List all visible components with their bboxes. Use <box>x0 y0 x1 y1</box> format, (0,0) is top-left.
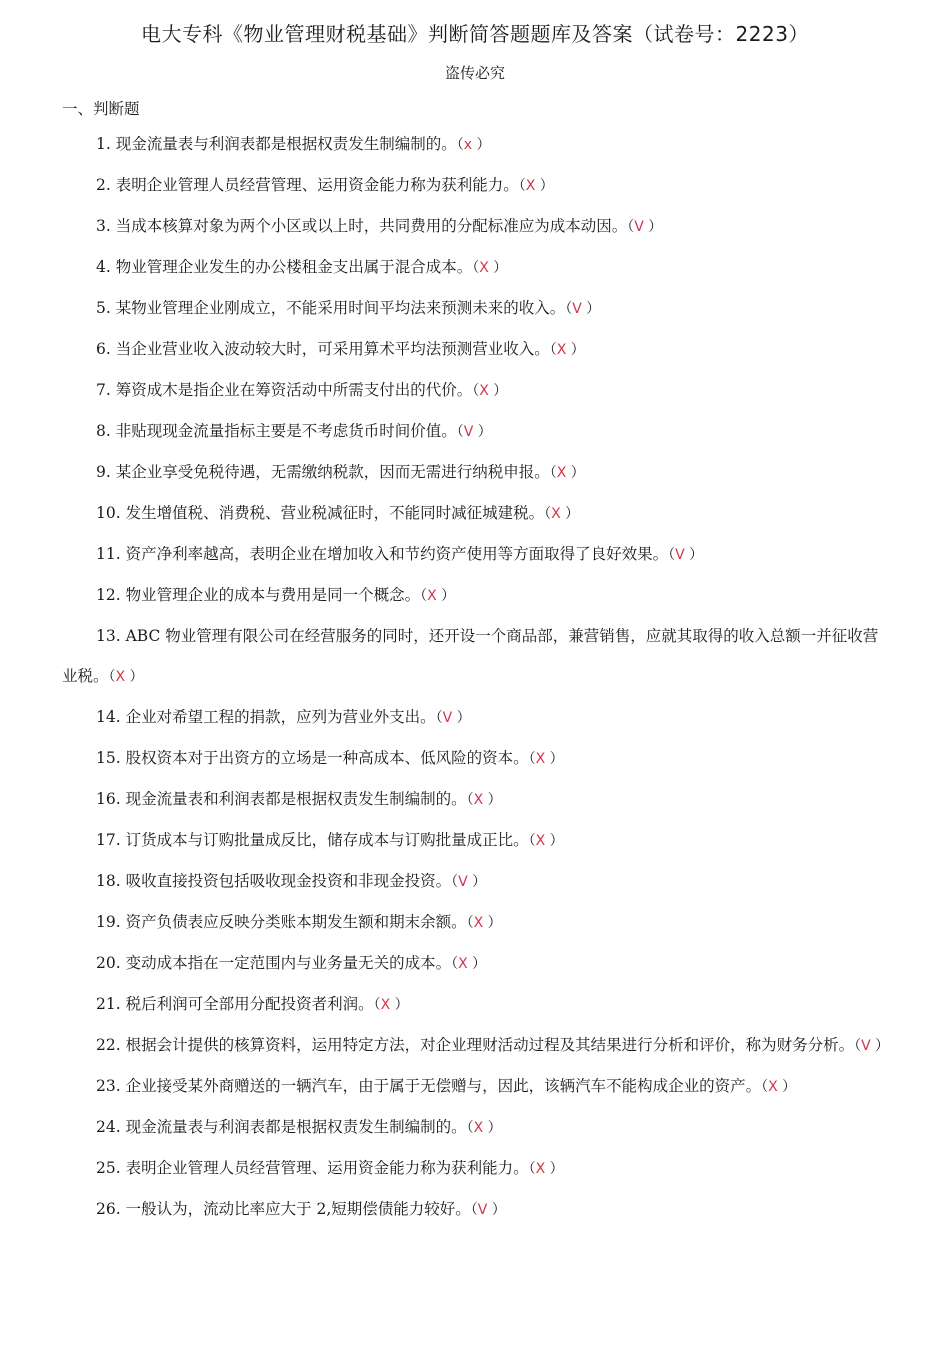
answer-mark: X <box>473 1120 484 1136</box>
question-item <box>62 1066 892 1107</box>
question-number: 1. <box>96 135 116 153</box>
question-item <box>62 902 892 943</box>
question-text: 订货成本与订购批量成反比，储存成本与订购批量成正比。 <box>125 831 529 849</box>
answer-open-paren: （ <box>528 833 536 849</box>
question-number: 5. <box>96 299 116 317</box>
answer-close-paren: ） <box>684 547 704 563</box>
question-number: 24. <box>96 1118 126 1136</box>
answer-open-paren: （ <box>549 342 557 358</box>
question-item <box>62 124 892 165</box>
answer-mark: X <box>556 342 567 358</box>
answer-close-paren: ） <box>545 751 564 767</box>
answer-mark: V <box>442 710 453 726</box>
answer-mark: X <box>525 178 536 194</box>
answer-mark: V <box>477 1202 488 1218</box>
question-text: ABC 物业管理有限公司在经营服务的同时，还开设一个商品部，兼营销售，应就其取得的收入总额一并征收营业税。 <box>62 627 879 685</box>
question-number: 4. <box>96 258 116 276</box>
answer-mark: x <box>463 137 473 153</box>
answer-mark: X <box>427 588 437 604</box>
question-text: 现金流量表与利润表都是根据权责发生制编制的。 <box>115 135 457 153</box>
question-text: 某物业管理企业刚成立，不能采用时间平均法来预测未来的收入。 <box>115 299 566 317</box>
question-number: 19. <box>96 913 126 931</box>
question-text: 当成本核算对象为两个小区或以上时，共同费用的分配标准应为成本动因。 <box>115 217 628 235</box>
answer-open-paren: （ <box>549 465 557 481</box>
answer-mark: V <box>463 424 474 440</box>
answer-mark: X <box>535 833 546 849</box>
answer-close-paren: ） <box>535 178 554 194</box>
answer-open-paren: （ <box>466 915 474 931</box>
question-number: 21. <box>96 995 126 1013</box>
answer-close-paren: ） <box>566 342 585 358</box>
answer-open-paren: （ <box>854 1038 862 1054</box>
answer-open-paren: （ <box>472 260 480 276</box>
question-number: 18. <box>96 872 126 890</box>
question-number: 10. <box>96 504 126 522</box>
question-number: 23. <box>96 1077 126 1095</box>
question-item <box>62 779 892 820</box>
question-item <box>62 984 892 1025</box>
question-text: 税后利润可全部用分配投资者利润。 <box>125 995 374 1013</box>
answer-close-paren: ） <box>390 997 409 1013</box>
question-item <box>62 247 892 288</box>
answer-open-paren: （ <box>472 383 480 399</box>
answer-open-paren: （ <box>518 178 526 194</box>
question-item <box>62 411 892 452</box>
answer-mark: X <box>551 506 561 522</box>
answer-close-paren: ） <box>436 588 456 604</box>
answer-close-paren: ） <box>483 792 502 808</box>
answer-open-paren: （ <box>451 956 459 972</box>
question-number: 15. <box>96 749 126 767</box>
question-number: 3. <box>96 217 116 235</box>
question-item <box>62 452 892 493</box>
question-text: 根据会计提供的核算资料，运用特定方法，对企业理财活动过程及其结果进行分析和评价，称为财务分析。 <box>125 1036 855 1054</box>
answer-close-paren: ） <box>581 301 601 317</box>
answer-close-paren: ） <box>483 1120 502 1136</box>
question-text: 企业接受某外商赠送的一辆汽车，由于属于无偿赠与，因此，该辆汽车不能构成企业的资产。 <box>125 1077 762 1095</box>
question-text: 现金流量表和利润表都是根据权责发生制编制的。 <box>125 790 467 808</box>
answer-mark: V <box>634 219 644 235</box>
answer-close-paren: ） <box>483 915 502 931</box>
question-number: 26. <box>96 1200 126 1218</box>
answer-open-paren: （ <box>528 1161 536 1177</box>
question-text: 非贴现现金流量指标主要是不考虑货币时间价值。 <box>115 422 457 440</box>
question-item <box>62 493 892 534</box>
question-item <box>62 943 892 984</box>
section-heading: 一、判断题 <box>62 100 140 118</box>
question-item <box>62 370 892 411</box>
answer-open-paren: （ <box>456 137 464 153</box>
question-number: 11. <box>96 545 126 563</box>
question-list <box>62 124 892 1230</box>
question-text: 一般认为，流动比率应大于 2,短期偿债能力较好。 <box>125 1200 471 1218</box>
answer-close-paren: ） <box>125 669 144 685</box>
question-item <box>62 165 892 206</box>
question-number: 9. <box>96 463 116 481</box>
answer-open-paren: （ <box>420 588 428 604</box>
answer-close-paren: ） <box>452 710 471 726</box>
answer-open-paren: （ <box>761 1079 769 1095</box>
document-subtitle: 盗传必究 <box>444 64 505 82</box>
question-text: 表明企业管理人员经营管理、运用资金能力称为获利能力。 <box>125 1159 529 1177</box>
question-text: 筹资成木是指企业在筹资活动中所需支付出的代价。 <box>115 381 473 399</box>
answer-close-paren: ） <box>545 1161 564 1177</box>
answer-open-paren: （ <box>108 669 116 685</box>
question-text: 物业管理企业发生的办公楼租金支出属于混合成本。 <box>115 258 473 276</box>
answer-open-paren: （ <box>668 547 676 563</box>
answer-open-paren: （ <box>565 301 573 317</box>
answer-open-paren: （ <box>435 710 443 726</box>
answer-mark: X <box>535 1161 546 1177</box>
answer-mark: X <box>115 669 126 685</box>
answer-open-paren: （ <box>627 219 635 235</box>
answer-open-paren: （ <box>466 1120 474 1136</box>
question-item <box>62 534 892 575</box>
question-item <box>62 738 892 779</box>
question-item <box>62 329 892 370</box>
answer-open-paren: （ <box>470 1202 478 1218</box>
answer-mark: X <box>479 383 489 399</box>
answer-close-paren: ） <box>777 1079 797 1095</box>
answer-mark: V <box>861 1038 871 1054</box>
question-number: 8. <box>96 422 116 440</box>
answer-open-paren: （ <box>456 424 464 440</box>
answer-close-paren: ） <box>643 219 663 235</box>
question-item <box>62 861 892 902</box>
answer-close-paren: ） <box>487 1202 506 1218</box>
question-number: 7. <box>96 381 116 399</box>
answer-close-paren: ） <box>488 383 508 399</box>
question-number: 17. <box>96 831 126 849</box>
question-text: 现金流量表与利润表都是根据权责发生制编制的。 <box>125 1118 467 1136</box>
question-item <box>62 288 892 329</box>
answer-mark: X <box>473 915 484 931</box>
answer-close-paren: ） <box>488 260 508 276</box>
question-item <box>62 616 892 697</box>
question-item <box>62 820 892 861</box>
answer-close-paren: ） <box>473 424 492 440</box>
answer-close-paren: ） <box>870 1038 890 1054</box>
question-text: 物业管理企业的成本与费用是同一个概念。 <box>125 586 421 604</box>
answer-mark: X <box>556 465 567 481</box>
answer-open-paren: （ <box>373 997 381 1013</box>
answer-mark: V <box>458 874 468 890</box>
question-item <box>62 206 892 247</box>
question-item <box>62 1025 892 1066</box>
answer-mark: X <box>535 751 546 767</box>
answer-mark: X <box>768 1079 778 1095</box>
answer-mark: X <box>479 260 489 276</box>
question-text: 资产净利率越高，表明企业在增加收入和节约资产使用等方面取得了良好效果。 <box>125 545 669 563</box>
question-text: 企业对希望工程的捐款，应列为营业外支出。 <box>125 708 436 726</box>
answer-mark: V <box>675 547 685 563</box>
question-item <box>62 697 892 738</box>
answer-mark: X <box>473 792 484 808</box>
question-number: 22. <box>96 1036 126 1054</box>
answer-close-paren: ） <box>467 956 487 972</box>
answer-mark: X <box>458 956 468 972</box>
answer-close-paren: ） <box>472 137 491 153</box>
question-text: 变动成本指在一定范围内与业务量无关的成本。 <box>125 954 452 972</box>
question-number: 2. <box>96 176 116 194</box>
question-text: 表明企业管理人员经营管理、运用资金能力称为获利能力。 <box>115 176 519 194</box>
answer-close-paren: ） <box>545 833 564 849</box>
answer-open-paren: （ <box>466 792 474 808</box>
answer-mark: X <box>380 997 391 1013</box>
answer-close-paren: ） <box>467 874 487 890</box>
question-text: 资产负债表应反映分类账本期发生额和期末余额。 <box>125 913 467 931</box>
question-text: 吸收直接投资包括吸收现金投资和非现金投资。 <box>125 872 452 890</box>
question-number: 12. <box>96 586 126 604</box>
answer-close-paren: ） <box>566 465 585 481</box>
question-item <box>62 1148 892 1189</box>
answer-mark: V <box>572 301 582 317</box>
question-number: 16. <box>96 790 126 808</box>
question-number: 20. <box>96 954 126 972</box>
question-text: 股权资本对于出资方的立场是一种高成本、低风险的资本。 <box>125 749 529 767</box>
question-item <box>62 1107 892 1148</box>
question-number: 6. <box>96 340 116 358</box>
answer-open-paren: （ <box>528 751 536 767</box>
question-item <box>62 1189 892 1230</box>
question-text: 某企业享受免税待遇，无需缴纳税款，因而无需进行纳税申报。 <box>115 463 550 481</box>
question-number: 14. <box>96 708 126 726</box>
answer-open-paren: （ <box>544 506 552 522</box>
question-number: 13. <box>96 627 126 645</box>
question-text: 发生增值税、消费税、营业税减征时，不能同时减征城建税。 <box>125 504 545 522</box>
answer-open-paren: （ <box>451 874 459 890</box>
question-text: 当企业营业收入波动较大时，可采用算术平均法预测营业收入。 <box>115 340 550 358</box>
question-number: 25. <box>96 1159 126 1177</box>
document-title: 电大专科《物业管理财税基础》判断简答题题库及答案（试卷号：2223） <box>141 22 809 46</box>
answer-close-paren: ） <box>560 506 580 522</box>
question-item <box>62 575 892 616</box>
